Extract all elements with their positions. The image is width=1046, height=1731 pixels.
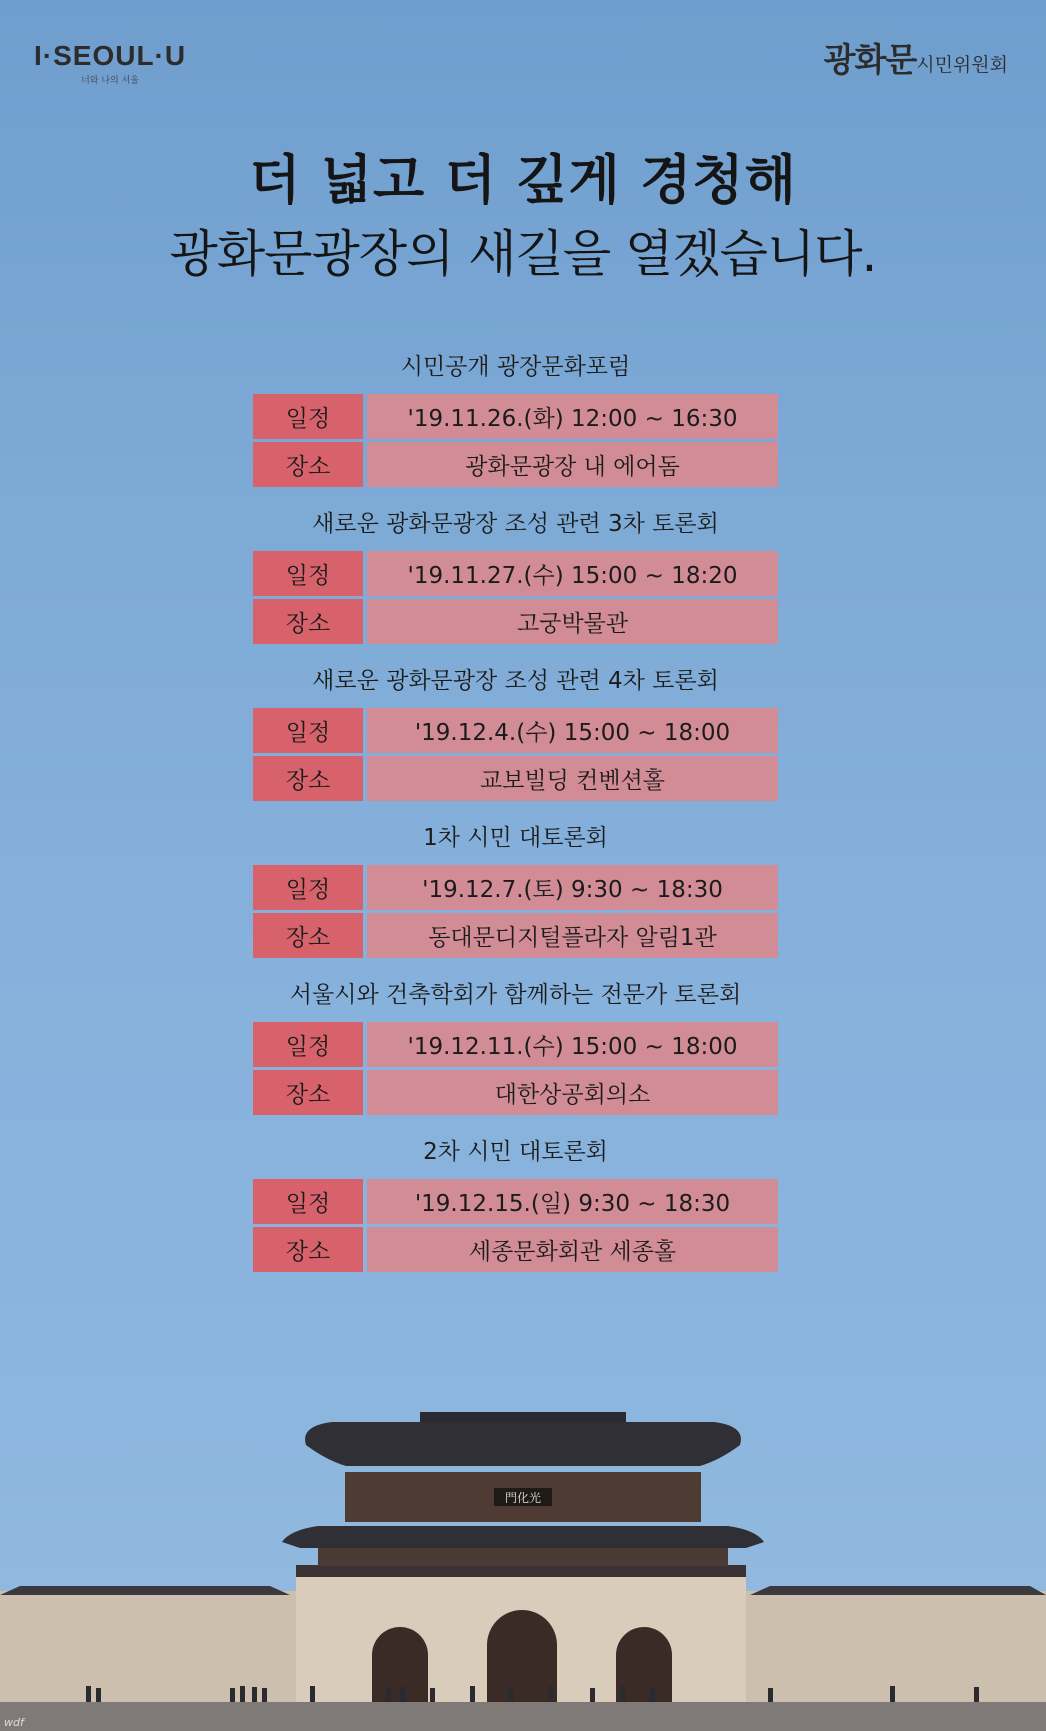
schedule-row	[253, 551, 778, 596]
schedule-row	[253, 708, 778, 753]
plaza-ground	[0, 1702, 1046, 1731]
event-title: 새로운 광화문광장 조성 관련 4차 토론회	[312, 668, 719, 694]
event-card	[253, 666, 778, 801]
event-card	[253, 823, 778, 958]
event-title: 2차 시민 대토론회	[423, 1139, 608, 1165]
event-title: 서울시와 건축학회가 함께하는 전문가 토론회	[289, 982, 742, 1008]
right-wall-roof	[750, 1586, 1046, 1595]
event-card	[253, 1137, 778, 1272]
event-list	[253, 352, 778, 1294]
schedule-label: 일정	[253, 394, 363, 439]
place-value: 동대문디지털플라자 알림1관	[367, 913, 778, 958]
schedule-value: '19.12.15.(일) 9:30 ~ 18:30	[367, 1179, 778, 1224]
schedule-value: '19.12.4.(수) 15:00 ~ 18:00	[367, 708, 778, 753]
headline-line-1: 더 넓고 더 깊게 경청해	[249, 150, 797, 211]
gate-plaque-text: 門化光	[504, 1491, 542, 1505]
place-label: 장소	[253, 756, 363, 801]
place-label: 장소	[253, 1070, 363, 1115]
schedule-value: '19.11.26.(화) 12:00 ~ 16:30	[367, 394, 778, 439]
place-row	[253, 442, 778, 487]
upper-roof	[305, 1422, 741, 1466]
headline-line-2: 광화문광장의 새길을 열겠습니다.	[169, 225, 877, 283]
place-label: 장소	[253, 599, 363, 644]
schedule-label: 일정	[253, 551, 363, 596]
committee-logo-small: 시민위원회	[916, 54, 1008, 76]
place-row	[253, 913, 778, 958]
base-parapet	[296, 1565, 746, 1577]
left-wall-roof	[0, 1586, 290, 1595]
schedule-value: '19.12.7.(토) 9:30 ~ 18:30	[367, 865, 778, 910]
place-value: 대한상공회의소	[367, 1070, 778, 1115]
event-title: 시민공개 광장문화포럼	[400, 354, 631, 380]
place-value: 교보빌딩 컨벤션홀	[367, 756, 778, 801]
event-title: 새로운 광화문광장 조성 관련 3차 토론회	[312, 511, 719, 537]
schedule-value: '19.11.27.(수) 15:00 ~ 18:20	[367, 551, 778, 596]
schedule-row	[253, 865, 778, 910]
place-value: 고궁박물관	[367, 599, 778, 644]
schedule-label: 일정	[253, 1179, 363, 1224]
schedule-row	[253, 394, 778, 439]
event-card	[253, 980, 778, 1115]
place-value: 광화문광장 내 에어돔	[367, 442, 778, 487]
citizen-committee-logo	[824, 34, 1008, 81]
place-label: 장소	[253, 442, 363, 487]
place-row	[253, 1227, 778, 1272]
schedule-label: 일정	[253, 1022, 363, 1067]
place-label: 장소	[253, 913, 363, 958]
watermark: wdf	[4, 1716, 24, 1729]
event-title: 1차 시민 대토론회	[423, 825, 608, 851]
place-row	[253, 756, 778, 801]
schedule-value: '19.12.11.(수) 15:00 ~ 18:00	[367, 1022, 778, 1067]
center-arch	[487, 1610, 557, 1706]
event-card	[253, 509, 778, 644]
i-seoul-u-wordmark: I·SEOUL·U	[34, 40, 187, 71]
event-card	[253, 352, 778, 487]
place-row	[253, 1070, 778, 1115]
lower-roof	[282, 1526, 764, 1548]
i-seoul-u-logo	[34, 40, 186, 86]
committee-logo-big: 광화문	[823, 40, 917, 79]
gwanghwamun-gate-illustration	[0, 1390, 1046, 1731]
roof-ridge	[420, 1412, 626, 1422]
schedule-label: 일정	[253, 708, 363, 753]
schedule-row	[253, 1022, 778, 1067]
schedule-label: 일정	[253, 865, 363, 910]
place-row	[253, 599, 778, 644]
place-value: 세종문화회관 세종홀	[367, 1227, 778, 1272]
i-seoul-u-tagline: 너와 나의 서울	[81, 76, 139, 86]
gwanghwamun-gate-photo	[0, 1390, 1046, 1731]
schedule-row	[253, 1179, 778, 1224]
place-label: 장소	[253, 1227, 363, 1272]
